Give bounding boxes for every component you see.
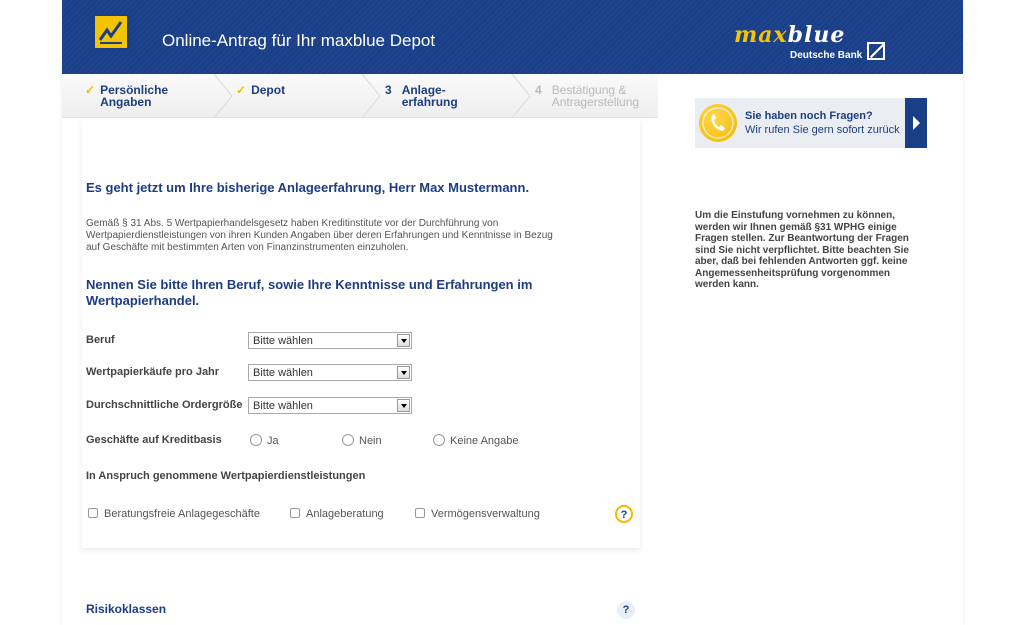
step-number: 4 [535,83,542,97]
radio-circle [433,434,445,446]
select-value: Bitte wählen [253,335,313,347]
step-separator-icon [510,74,532,118]
chevron-down-icon [397,334,410,347]
radio-circle [342,434,354,446]
checkbox-vermoegensverwaltung[interactable] [415,508,540,520]
radio-keine-angabe[interactable] [433,434,519,447]
step-label: Persönliche Angaben [100,83,169,109]
chevron-right-icon[interactable] [905,98,927,148]
step-separator-icon [360,74,382,118]
step-depot[interactable] [236,84,285,96]
deutsche-bank-label: Deutsche Bank [790,50,863,61]
checkbox-beratungsfrei[interactable] [88,508,260,520]
maxblue-logo[interactable] [734,22,845,48]
step-confirmation [535,84,639,108]
help-icon[interactable]: ? [617,601,635,619]
callback-box[interactable] [695,98,927,148]
step-label: Bestätigung & Antragerstellung [551,83,640,109]
kaeufe-select[interactable] [248,364,412,381]
chevron-down-icon [397,399,410,412]
deutsche-bank-logo-icon[interactable] [93,14,129,50]
services-label: In Anspruch genommene Wertpapierdienstleistungen [86,470,366,482]
chevron-down-icon [397,366,410,379]
step-number: 3 [385,83,392,97]
main-content [62,118,658,625]
progress-steps [62,74,658,118]
select-value: Bitte wählen [253,367,313,379]
db-slash-icon [867,42,885,60]
checkbox-label: Anlageberatung [306,508,384,520]
checkbox-label: Vermögensverwaltung [431,508,540,520]
step-label: Anlage- erfahrung [401,83,458,109]
kaeufe-label: Wertpapierkäufe pro Jahr [86,366,220,378]
help-icon[interactable]: ? [615,505,633,523]
radio-label: Keine Angabe [450,435,519,447]
kredit-label: Geschäfte auf Kreditbasis [86,434,222,446]
step-label: Depot [251,83,286,97]
phone-icon [699,104,737,142]
ordergroesse-select[interactable] [248,397,412,414]
check-icon: ✓ [236,83,247,97]
header-bar [62,0,963,74]
intro-heading: Es geht jetzt um Ihre bisherige Anlageerfahrung, Herr Max Mustermann. [86,180,530,195]
brand-max-text: max [734,22,788,48]
checkbox-label: Beratungsfreie Anlagegeschäfte [104,508,260,520]
radio-nein[interactable] [342,434,382,447]
radio-label: Ja [267,435,279,447]
callback-title: Sie haben noch Fragen? [745,110,873,122]
step-experience[interactable] [385,84,458,108]
header-title: Online-Antrag für Ihr maxblue Depot [162,31,436,50]
checkbox-anlageberatung[interactable] [290,508,384,520]
beruf-select[interactable] [248,332,412,349]
checkbox-box [290,508,300,518]
sidebar-info-text: Um die Einstufung vornehmen zu können, werden wir Ihnen gemäß §31 WPHG einige Fragen stellen. Zur Beantwortung der Fragen sind Sie nicht verpflichtet. Bitte beachten Sie aber, daß bei fehlenden Antworten ggf. keine Angemessenheitsprüfung vorgenommen werden kann. [695,210,909,290]
check-icon: ✓ [85,83,96,97]
radio-circle [250,434,262,446]
checkbox-box [88,508,98,518]
radio-ja[interactable] [250,434,279,447]
legal-text: Gemäß § 31 Abs. 5 Wertpapierhandelsgesetz haben Kreditinstitute vor der Durchführung von Wertpapierdienstleistungen von ihren Kunden Angaben über deren Erfahrungen und Kenntnisse in Bezug auf Geschäfte mit bestimmten Arten von Finanzinstrumenten einzuholen. [86,218,553,253]
radio-label: Nein [359,435,382,447]
select-value: Bitte wählen [253,400,313,412]
question-heading: Nennen Sie bitte Ihren Beruf, sowie Ihre Kenntnisse und Erfahrungen im Wertpapierhandel. [86,277,533,308]
step-separator-icon [212,74,234,118]
checkbox-box [415,508,425,518]
brand-blue-text: blue [787,22,846,48]
risk-classes-title: Risikoklassen [86,602,167,616]
ordergroesse-label: Durchschnittliche Ordergröße [86,399,243,411]
beruf-label: Beruf [86,334,115,346]
step-personal[interactable] [85,84,168,108]
callback-subtitle: Wir rufen Sie gern sofort zurück [745,124,900,136]
